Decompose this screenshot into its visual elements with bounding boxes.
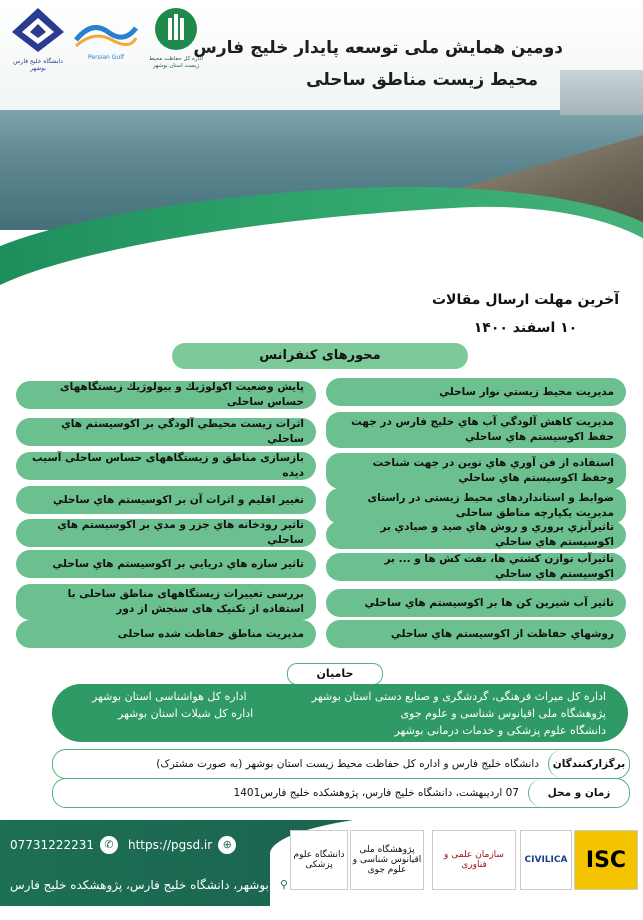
sponsor-item: پژوهشگاه ملی اقیانوس شناسی و علوم جوی [400,707,606,720]
axis-item-left: تاثير سازه هاي دريايي بر اكوسيستم هاي ساحلي [16,550,316,578]
deadline-label: آخرین مهلت ارسال مقالات [431,292,619,308]
sponsor-item: دانشگاه علوم پزشکی و خدمات درمانی بوشهر [394,724,606,737]
inio-logo: پژوهشگاه ملی اقیانوس شناسی و علوم جوی [350,830,424,890]
website-link[interactable] [128,836,236,854]
ministry-logo: سازمان علمی و فناوری [432,830,516,890]
sponsor-item: اداره کل میراث فرهنگی، گردشگری و صنایع دستی استان بوشهر [311,690,606,703]
website-url: https://pgsd.ir [128,838,213,852]
university-logo [10,6,66,72]
page-subtitle: محیط زیست مناطق ساحلی [306,70,538,90]
address [10,876,293,894]
page-title: دومین همایش ملی توسعه پایدار خلیج فارس [193,38,563,58]
globe-icon: ⊕ [218,836,236,854]
pgsd-logo-caption: Persian Gulf [88,54,124,61]
axis-item-right: تاثير آب شيرين كن ها بر اكوسيستم هاي ساحلي [326,589,626,617]
axis-item-left: پايش وضعيت اكولوژيك و بيولوژيك زيستگاههای حساس ساحلی [16,381,316,409]
sponsor-item: اداره کل شیلات استان بوشهر [118,707,254,720]
venue-value: 07 اردیبهشت، دانشگاه خلیج فارس، پژوهشکده خلیج فارس1401 [233,787,519,799]
axis-item-right: روشهاي حفاظت از اكوسيستم هاي ساحلي [326,620,626,648]
sponsors-title: حامیان [287,663,383,685]
medical-university-logo: دانشگاه علوم پزشکی [290,830,348,890]
axis-item-right: ضوابط و استانداردهای محيط زيستی در راستای مديريت يكپارچه مناطق ساحلی [326,488,626,524]
phone-number: 07731222231 [10,838,94,852]
location-pin-icon: ⚲ [275,876,293,894]
phone-icon: ✆ [100,836,118,854]
deadline-date: ۱۰ اسفند ۱۴۰۰ [473,320,578,336]
civilica-logo: CIVILICA [520,830,572,890]
pier-photo [560,70,643,115]
phone-contact[interactable] [10,836,118,854]
axis-item-left: اثرات زيست محيطي آلودگي بر اكوسيستم هاي ساحلي [16,418,316,446]
axis-item-right: تاثيرآبزي پروري و روش هاي صيد و صيادي بر اكوسيستم هاي ساحلي [326,521,626,549]
axis-item-right: مديريت محيط زيستي نوار ساحلي [326,378,626,406]
axis-item-right: مديريت كاهش آلودگي آب هاي خليج فارس در جهت حفظ اكوسيستم هاي ساحلي [326,412,626,448]
isc-logo: ISC [574,830,638,890]
axis-item-left: تغيير اقليم و اثرات آن بر اكوسيستم هاي ساحلي [16,486,316,514]
axes-title: محورهای کنفرانس [172,343,468,369]
environment-logo-caption: اداره کل حفاظت محیط زیست استان بوشهر [148,56,204,69]
venue-label: زمان و محل [528,779,629,807]
axis-item-left: تاثير رودخانه هاي جزر و مدي بر اكوسيستم هاي ساحلي [16,519,316,547]
axis-item-right: تاثيرآب توازن كشتي ها، نفت كش ها و ... بر اكوسيستم هاي ساحلي [326,553,626,581]
axis-item-left: مديريت مناطق حفاظت شده ساحلی [16,620,316,648]
deadline-block [432,286,619,342]
axis-item-right: استفاده از فن آوري هاي نوين در جهت شناخت وحفظ اكوسيستم هاي ساحلي [326,453,626,489]
axis-item-left: بازسازی مناطق و زيستگاههای حساس ساحلی آسيب ديده [16,452,316,480]
university-logo-caption: دانشگاه خلیج فارس بوشهر [13,58,63,72]
address-text: بوشهر، دانشگاه خلیج فارس، پژوهشکده خلیج فارس [10,878,269,892]
sponsors-box [52,684,628,742]
pgsd-logo [72,10,140,64]
axis-item-left: بررسی تغييرات زيستگاههای مناطق ساحلی با استفاده از تكنيک های سنجش از دور [16,584,316,620]
venue-row [52,778,630,808]
organizers-label: برگزارکنندگان [548,750,629,778]
organizers-row [52,749,630,779]
organizers-value: دانشگاه خلیج فارس و اداره کل حفاظت محیط زیست استان بوشهر (به صورت مشترک) [156,758,539,770]
sponsor-item: اداره کل هواشناسی استان بوشهر [92,690,247,703]
